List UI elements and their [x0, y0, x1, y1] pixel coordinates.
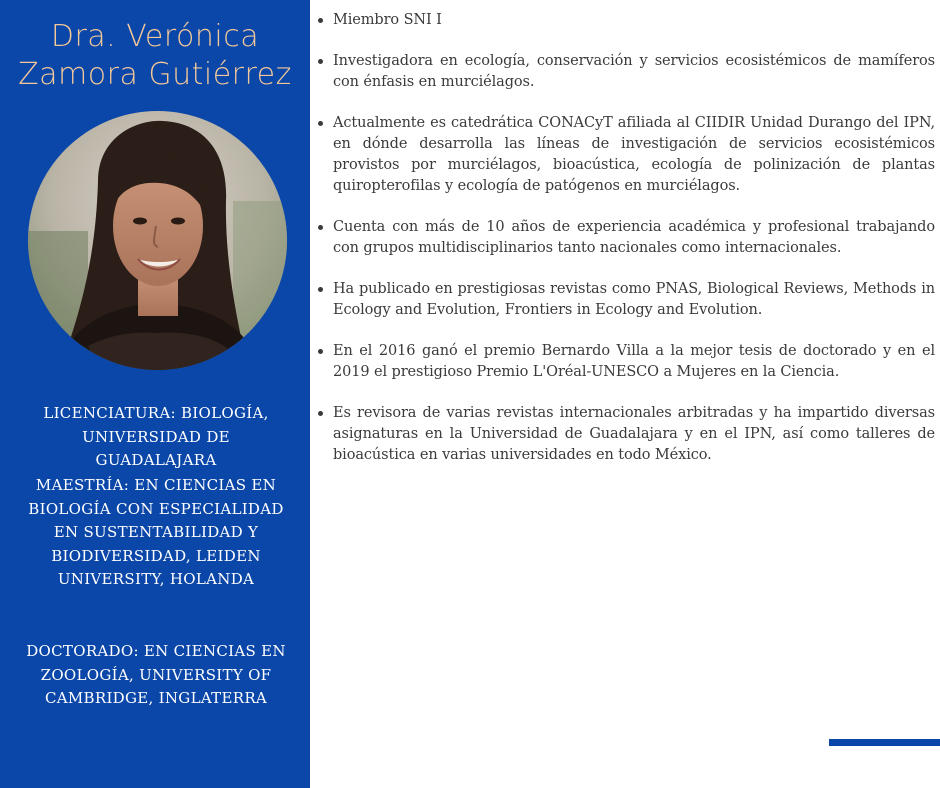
bio-item-reviewer [315, 403, 935, 465]
bullet-icon [318, 59, 323, 64]
bio-item-text: Ha publicado en prestigiosas revistas como PNAS, Biological Reviews, Methods in Ecology and Evolution, Frontiers in Ecology and Evolution. [333, 281, 935, 318]
bio-item-current-position [315, 113, 935, 196]
bio-item-text: En el 2016 ganó el premio Bernardo Villa a la mejor tesis de doctorado y en el 2019 el prestigioso Premio L'Oréal-UNESCO a Mujeres en la Ciencia. [333, 343, 935, 381]
profile-photo [28, 111, 287, 370]
degree-licenciatura: LICENCIATURA: BIOLOGÍA, UNIVERSIDAD DE GUADALAJARA [43, 404, 269, 469]
bio-content [315, 10, 935, 486]
bullet-icon [318, 287, 323, 292]
profile-photo-illustration [28, 111, 287, 370]
bullet-icon [318, 349, 323, 354]
bio-item-text: Cuenta con más de 10 años de experiencia académica y profesional trabajando con grupos multidisciplinarios tanto nacionales como internacionales. [333, 219, 935, 256]
bio-item-text: Actualmente es catedrática CONACyT afiliada al CIIDIR Unidad Durango del IPN, en dónde desarrolla las líneas de investigación de servicios ecosistémicos provistos por murciélagos, bioacústica, ecología de polinización de plantas quiropterofilas y ecología de patógenos en murciélagos. [333, 115, 935, 194]
accent-bar [829, 739, 940, 746]
bio-list [315, 10, 935, 466]
bullet-icon [318, 225, 323, 230]
bullet-icon [318, 411, 323, 416]
profile-name-line1: Dra. Verónica [50, 19, 260, 54]
bullet-icon [318, 18, 323, 23]
degree-doctorado: DOCTORADO: EN CIENCIAS EN ZOOLOGÍA, UNIVERSITY OF CAMBRIDGE, INGLATERRA [26, 642, 286, 707]
bullet-icon [318, 121, 323, 126]
profile-sidebar [0, 0, 310, 788]
profile-name [0, 18, 310, 94]
bio-item-experience [315, 217, 935, 259]
bio-item-research [315, 51, 935, 93]
bio-item-text: Investigadora en ecología, conservación y servicios ecosistémicos de mamíferos con énfasis en murciélagos. [333, 53, 935, 91]
bio-item-publications [315, 279, 935, 321]
bio-item-awards [315, 341, 935, 383]
bio-item-text: Miembro SNI I [333, 12, 442, 28]
profile-name-line2: Zamora Gutiérrez [18, 57, 292, 92]
bio-item-sni [315, 10, 935, 31]
degree-maestria: MAESTRÍA: EN CIENCIAS EN BIOLOGÍA CON ESPECIALIDAD EN SUSTENTABILIDAD Y BIODIVERSIDAD, LEIDEN UNIVERSITY, HOLANDA [28, 476, 284, 588]
bio-item-text: Es revisora de varias revistas internacionales arbitradas y ha impartido diversas asignaturas en la Universidad de Guadalajara y en el IPN, así como talleres de bioacústica en varias universidades en todo México. [333, 405, 935, 463]
